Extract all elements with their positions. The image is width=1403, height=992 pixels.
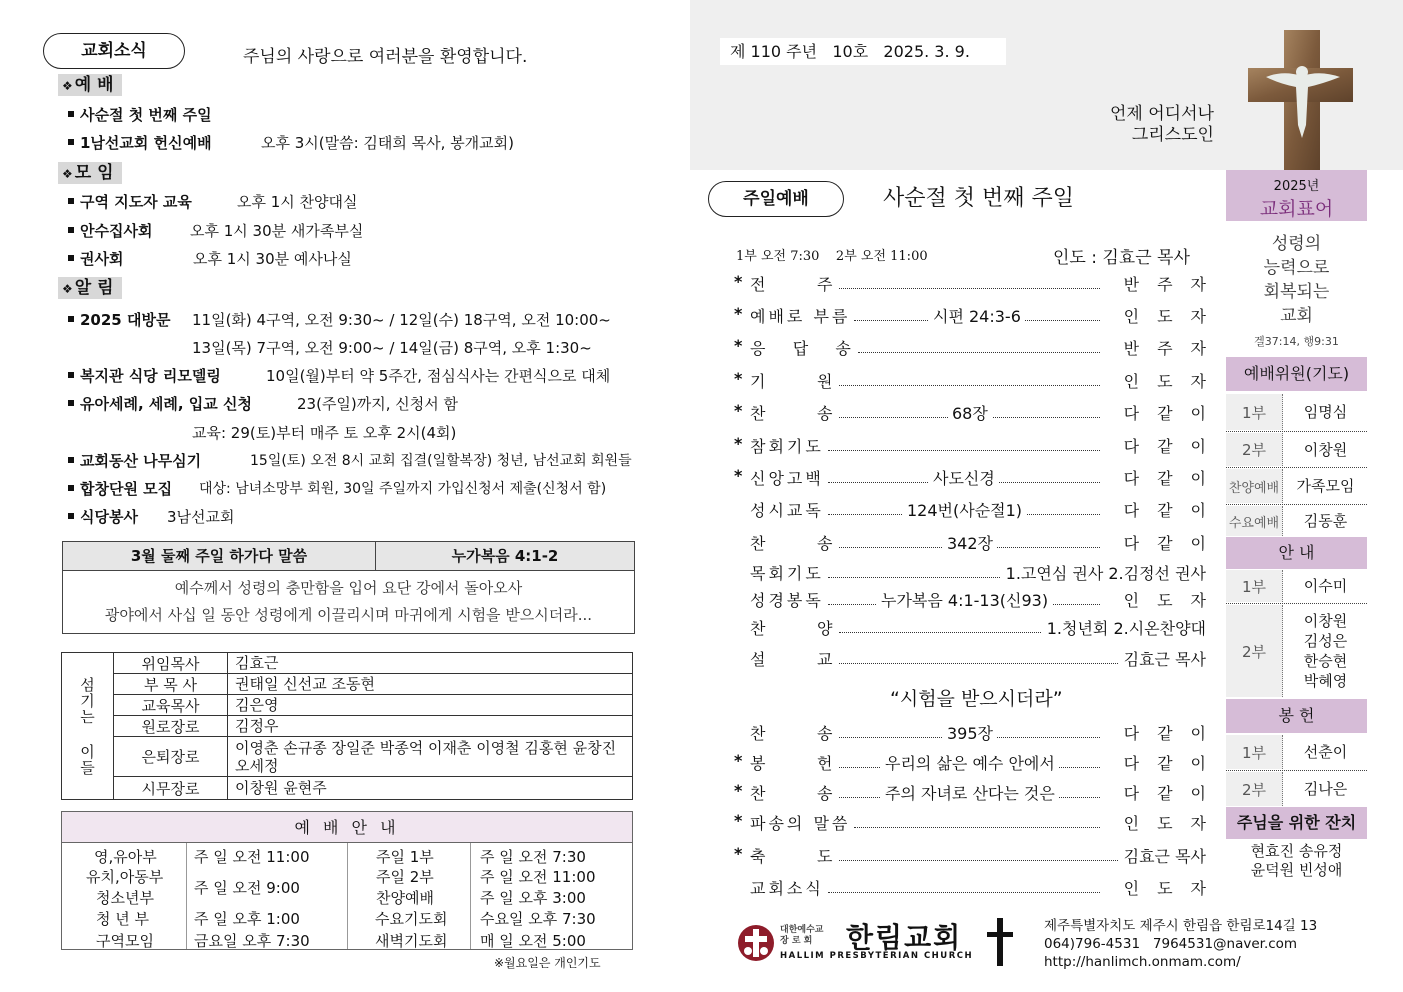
order-item-person: 다같이 xyxy=(1123,404,1224,423)
church-news-pill: 교회소식 xyxy=(43,33,185,69)
service-order-item xyxy=(734,781,1224,805)
service-order-item xyxy=(734,466,1224,490)
prayer-head: 예배위원(기도) xyxy=(1226,357,1367,391)
sidebar-row: 1부 선춘이 xyxy=(1226,735,1367,769)
order-item-person: 다같이 xyxy=(1123,437,1224,456)
service-order-item xyxy=(734,401,1224,425)
guide-time: 매 일 오전 5:00 xyxy=(480,932,586,950)
order-item-person: 인도자 xyxy=(1123,372,1224,391)
sidebar-row: 수요예배 김동훈 xyxy=(1226,506,1367,536)
motto-reference: 겔37:14, 행9:31 xyxy=(1254,335,1339,348)
order-item-detail: 우리의 삶은 예수 안에서 xyxy=(881,751,1059,774)
news-item: 사순절 첫 번째 주일 xyxy=(66,104,212,125)
order-item-detail: 누가복음 4:1-13(신93) xyxy=(877,588,1052,611)
guide-time: 금요일 오후 7:30 xyxy=(194,932,310,950)
verse-title: 3월 둘째 주일 하가다 말씀 xyxy=(63,542,376,571)
staff-side-label: 섬기는 이들 xyxy=(62,653,114,799)
order-item-person: 다같이 xyxy=(1123,754,1224,773)
order-item-person: 다같이 xyxy=(1123,501,1224,520)
order-item-name: 찬 송 xyxy=(750,724,836,743)
motto-head: 2025년 교회표어 xyxy=(1226,170,1367,221)
service-order-item xyxy=(734,434,1224,458)
order-item-person: 인도자 xyxy=(1123,814,1224,833)
feast-names: 현효진 송유정 윤덕원 빈성애 xyxy=(1250,842,1343,879)
offering-head: 봉 헌 xyxy=(1226,699,1367,733)
order-item-name: 성시교독 xyxy=(750,501,824,520)
sidebar-row: 1부 임명심 xyxy=(1226,394,1367,430)
order-item-person: 다같이 xyxy=(1123,724,1224,743)
church-logo xyxy=(736,918,1036,968)
order-item-detail: 주의 자녀로 산다는 것은 xyxy=(881,781,1059,804)
guide-label: 주일 1부 xyxy=(376,848,434,866)
sidebar-row: 2부 이창원 김성은 한승현 박혜영 xyxy=(1226,605,1367,697)
service-order-item xyxy=(734,811,1224,835)
diamond-icon: ❖ xyxy=(62,167,73,181)
news-item: 1남선교회 헌신예배 오후 3시(말씀: 김태희 목사, 봉개교회) xyxy=(66,132,212,153)
order-item-name: 참회기도 xyxy=(750,437,824,456)
sidebar-row: 2부 이창원 xyxy=(1226,433,1367,466)
sermon-title: “시험을 받으시더라” xyxy=(890,688,1063,710)
issue-info: 제 110 주년 10호 2025. 3. 9. xyxy=(720,38,1006,65)
service-order-item xyxy=(734,336,1224,360)
standing-mark: * xyxy=(734,304,743,323)
church-website-link[interactable]: http://hanlimch.onmam.com/ xyxy=(1044,954,1241,970)
service-leader: 인도 : 김효근 목사 xyxy=(1053,248,1190,268)
order-item-name: 기 원 xyxy=(750,372,836,391)
order-item-person: 다같이 xyxy=(1123,784,1224,803)
order-item-person: 다같이 xyxy=(1123,469,1224,488)
service-order-item xyxy=(734,498,1224,522)
guide-time: 주 일 오전 11:00 xyxy=(480,868,596,886)
monday-note: ※월요일은 개인기도 xyxy=(494,956,601,970)
guide-label: 유치,아동부 xyxy=(86,868,164,886)
church-name: 한림교회 xyxy=(846,921,963,954)
leader-dots xyxy=(828,450,1100,451)
worship-guide-table xyxy=(61,811,633,950)
order-item-name: 봉 헌 xyxy=(750,754,836,773)
order-item-detail: 68장 xyxy=(948,401,992,424)
church-contact: 제주특별자치도 제주시 한림읍 한림로14길 13 064)796-4531 7964531@naver.com http://hanlimch.onmam.com/ xyxy=(1044,918,1318,970)
leader-dots xyxy=(854,827,1100,828)
standing-mark: * xyxy=(734,466,743,485)
order-item-name: 찬 양 xyxy=(750,619,836,638)
guide-label: 새벽기도회 xyxy=(375,932,448,950)
news-item: 식당봉사 3남선교회 xyxy=(66,506,138,527)
order-item-detail: 342장 xyxy=(943,531,997,554)
leader-dots xyxy=(839,632,1041,633)
service-order-item xyxy=(734,844,1206,868)
table-row: 부 목 사 권태일 신선교 조동현 xyxy=(114,674,632,695)
sidebar xyxy=(1226,170,1367,890)
service-order-item xyxy=(734,721,1224,745)
order-item-person: 반주자 xyxy=(1123,339,1224,358)
news-item-detail: 13일(목) 7구역, 오전 9:00~ / 14일(금) 8구역, 오후 1:30~ xyxy=(192,339,592,357)
motto-text: 언제 어디서나 그리스도인 xyxy=(1110,104,1214,145)
guide-time: 주 일 오전 9:00 xyxy=(194,879,300,897)
feast-head: 주님을 위한 잔치 xyxy=(1226,807,1367,839)
order-item-name: 신앙고백 xyxy=(750,469,824,488)
service-order-item xyxy=(734,616,1206,640)
service-title: 사순절 첫 번째 주일 xyxy=(883,186,1074,211)
order-item-name: 파송의 말씀 xyxy=(750,814,851,833)
guide-label: 청소년부 xyxy=(96,889,154,907)
news-item: 구역 지도자 교육 오후 1시 찬양대실 xyxy=(66,191,192,212)
service-times: 1부 오전 7:30 2부 오전 11:00 xyxy=(736,249,928,264)
leader-dots xyxy=(839,663,1118,664)
order-item-person: 다같이 xyxy=(1123,534,1224,553)
service-order-item xyxy=(734,531,1224,555)
verse-reference: 누가복음 4:1-2 xyxy=(376,542,634,571)
leader-dots xyxy=(828,577,1000,578)
order-item-person: 1.청년회 2.시온찬양대 xyxy=(1046,619,1206,638)
leader-dots xyxy=(858,352,1100,353)
news-item: 교회동산 나무심기 15일(토) 오전 8시 교회 집결(일할복장) 청년, 남선교회 회원들 xyxy=(66,450,201,471)
order-item-name: 찬 송 xyxy=(750,404,836,423)
standing-mark: * xyxy=(734,434,743,453)
leader-dots xyxy=(839,288,1100,289)
denomination-label: 대한예수교 장 로 회 xyxy=(780,925,824,946)
sidebar-row: 2부 김나은 xyxy=(1226,772,1367,806)
cross-icon xyxy=(1248,30,1353,170)
church-emblem-icon xyxy=(736,923,776,963)
left-page xyxy=(0,0,690,992)
order-item-person: 인도자 xyxy=(1123,591,1224,610)
service-order-item xyxy=(734,304,1224,328)
table-row: 교육목사 김은영 xyxy=(114,695,632,716)
service-order-item xyxy=(734,751,1224,775)
sunday-service-pill: 주일예배 xyxy=(708,181,844,217)
standing-mark: * xyxy=(734,751,743,770)
news-item: 2025 대방문 11일(화) 4구역, 오전 9:30~ / 12일(수) 18구역, 오전 10:00~ xyxy=(66,309,170,330)
order-item-name: 예배로 부름 xyxy=(750,307,851,326)
right-page xyxy=(690,0,1403,992)
order-item-name: 찬 송 xyxy=(750,784,836,803)
guide-label: 구역모임 xyxy=(96,932,154,950)
guide-time: 주 일 오후 3:00 xyxy=(480,889,586,907)
order-item-name: 교회소식 xyxy=(750,879,824,898)
order-item-detail: 사도신경 xyxy=(929,466,999,489)
leader-dots xyxy=(828,892,1100,893)
order-item-name: 전 주 xyxy=(750,275,836,294)
order-item-detail: 124번(사순절1) xyxy=(903,498,1026,521)
leader-dots xyxy=(839,860,1118,861)
footer-cross-icon xyxy=(985,918,1015,966)
weekly-verse-box xyxy=(62,541,635,634)
guide-time: 주 일 오전 7:30 xyxy=(480,848,586,866)
order-item-person: 인도자 xyxy=(1123,307,1224,326)
service-order-item xyxy=(734,272,1224,296)
guide-label: 청 년 부 xyxy=(96,910,150,928)
church-name-en: HALLIM PRESBYTERIAN CHURCH xyxy=(780,951,974,961)
leader-dots xyxy=(839,385,1100,386)
staff-table xyxy=(61,652,633,800)
section-meeting: ❖ 모 임 xyxy=(58,162,122,184)
table-row: 은퇴장로 이영춘 손규종 장일준 박종억 이재춘 이영철 김홍현 윤창진 오세정 xyxy=(114,737,632,777)
verse-line: 광야에서 사십 일 동안 성령에게 이끌리시며 마귀에게 시험을 받으시더라... xyxy=(104,606,593,624)
service-order-item xyxy=(734,876,1224,900)
order-item-name: 응 답 송 xyxy=(750,339,854,358)
table-row: 시무장로 이창원 윤현주 xyxy=(114,777,632,799)
guide-label: 수요기도회 xyxy=(375,910,448,928)
guide-time: 주 일 오후 1:00 xyxy=(194,910,300,928)
sidebar-row: 찬양예배 가족모임 xyxy=(1226,469,1367,503)
usher-head: 안 내 xyxy=(1226,537,1367,569)
news-item: 복지관 식당 리모델링 10일(월)부터 약 5주간, 점심식사는 간편식으로 대체 xyxy=(66,365,221,386)
standing-mark: * xyxy=(734,781,743,800)
order-item-name: 목회기도 xyxy=(750,564,824,583)
order-item-detail: 시편 24:3-6 xyxy=(929,304,1025,327)
order-item-name: 설 교 xyxy=(750,650,836,669)
news-item: 합창단원 모집 대상: 남녀소망부 회원, 30일 주일까지 가입신청서 제출(신청서 함) xyxy=(66,478,172,499)
welcome-text: 주님의 사랑으로 여러분을 환영합니다. xyxy=(243,47,528,67)
service-order-item xyxy=(734,647,1206,671)
news-item: 유아세례, 세례, 입교 신청 23(주일)까지, 신청서 함 xyxy=(66,393,252,414)
section-worship: ❖ 예 배 xyxy=(58,74,122,96)
standing-mark: * xyxy=(734,811,743,830)
guide-label: 주일 2부 xyxy=(376,868,434,886)
order-item-name: 찬 송 xyxy=(750,534,836,553)
service-order-item xyxy=(734,588,1224,612)
sidebar-row: 1부 이수미 xyxy=(1226,570,1367,602)
service-order-item xyxy=(734,561,1206,585)
standing-mark: * xyxy=(734,369,743,388)
guide-label: 찬양예배 xyxy=(376,889,434,907)
guide-time: 주 일 오전 11:00 xyxy=(194,848,310,866)
standing-mark: * xyxy=(734,401,743,420)
guide-label: 영,유아부 xyxy=(94,848,157,866)
news-item: 권사회 오후 1시 30분 예사나실 xyxy=(66,248,123,269)
worship-guide-title: 예 배 안 내 xyxy=(62,812,632,843)
standing-mark: * xyxy=(734,336,743,355)
service-order-item xyxy=(734,369,1224,393)
order-item-detail: 395장 xyxy=(943,721,997,744)
standing-mark: * xyxy=(734,844,743,863)
order-item-person: 1.고연심 권사 2.김정선 권사 xyxy=(1005,564,1206,583)
table-row: 위임목사 김효근 xyxy=(114,653,632,674)
section-notice: ❖ 알 림 xyxy=(58,277,122,299)
order-item-name: 성경봉독 xyxy=(750,591,824,610)
church-motto: 성령의 능력으로 회복되는 교회 xyxy=(1263,234,1330,326)
diamond-icon: ❖ xyxy=(62,79,73,93)
order-item-person: 김효근 목사 xyxy=(1123,847,1206,866)
order-item-person: 인도자 xyxy=(1123,879,1224,898)
news-item-detail: 교육: 29(토)부터 매주 토 오후 2시(4회) xyxy=(192,424,457,442)
table-row: 원로장로 김정우 xyxy=(114,716,632,737)
standing-mark: * xyxy=(734,272,743,291)
order-item-name: 축 도 xyxy=(750,847,836,866)
news-item: 안수집사회 오후 1시 30분 새가족부실 xyxy=(66,220,152,241)
diamond-icon: ❖ xyxy=(62,282,73,296)
order-item-person: 김효근 목사 xyxy=(1123,650,1206,669)
guide-time: 수요일 오후 7:30 xyxy=(480,910,596,928)
order-item-person: 반주자 xyxy=(1123,275,1224,294)
verse-line: 예수께서 성령의 충만함을 입어 요단 강에서 돌아오사 xyxy=(174,579,523,597)
